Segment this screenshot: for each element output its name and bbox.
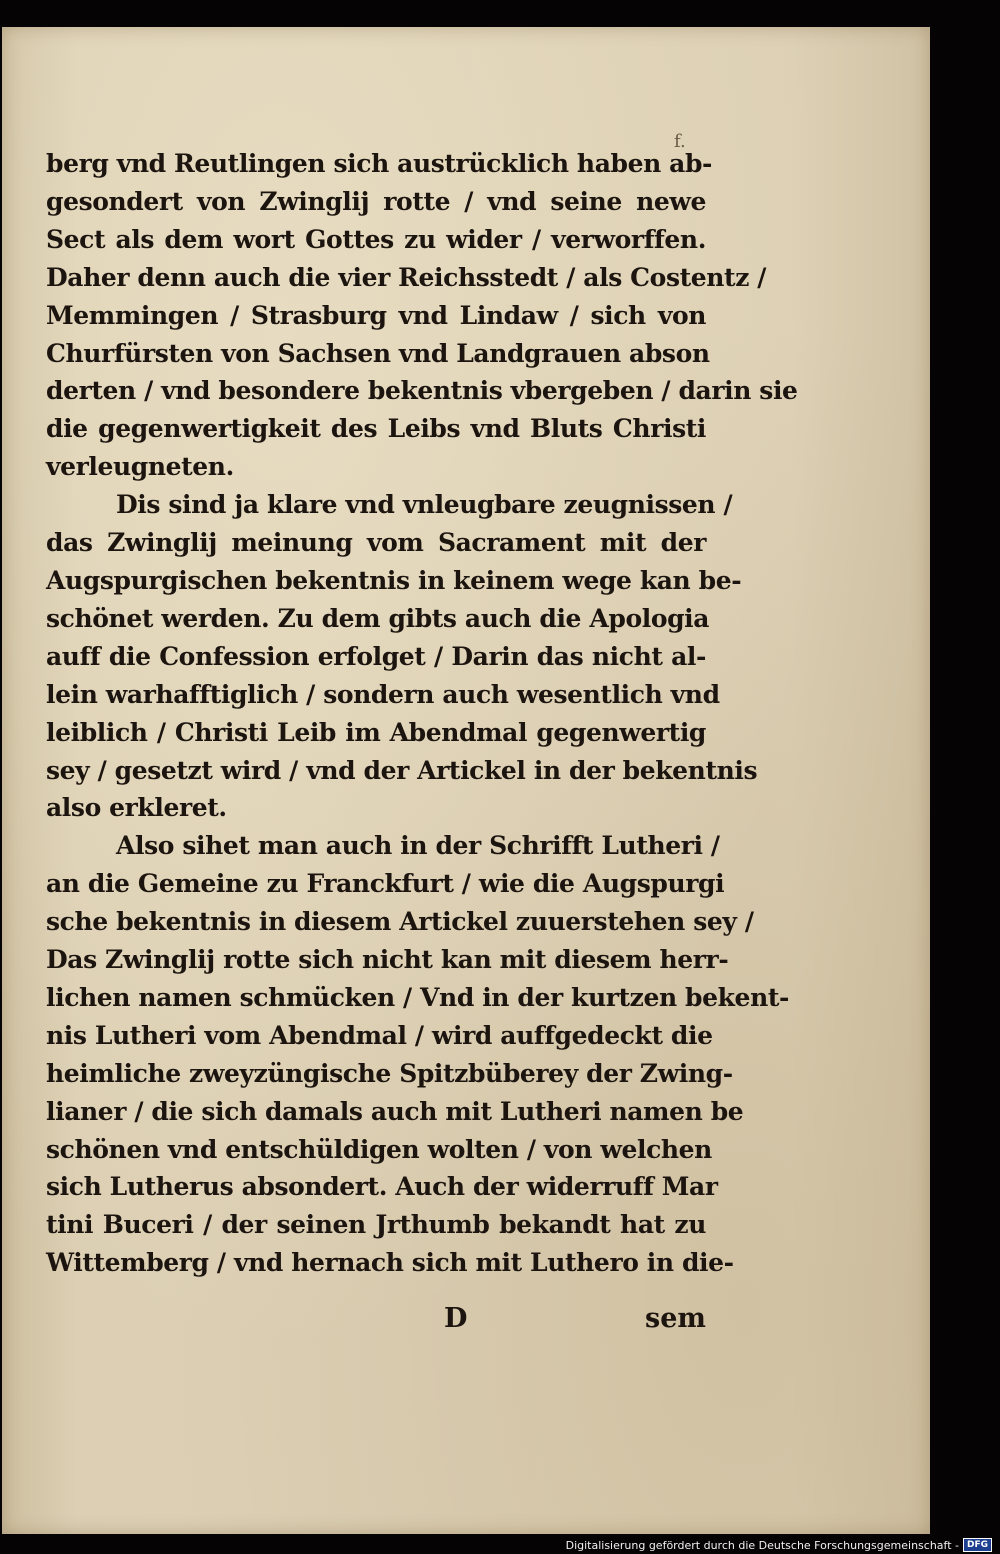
text-line: lein warhafftiglich / sondern auch wesentlich vnd [46,679,720,709]
text-line: schönet werden. Zu dem gibts auch die Apologia [46,603,710,633]
text-line: sich Lutherus absondert. Auch der widerruff Mar [46,1172,718,1202]
page-corner-mark: f. [674,131,686,152]
text-line: Das Zwinglij rotte sich nicht kan mit diesem herr- [46,945,729,975]
signature-mark: D [444,1303,468,1334]
text-line: Wittemberg / vnd hernach sich mit Luthero in die- [46,1248,734,1278]
book-page [2,27,930,1534]
text-line: schönen vnd entschüldigen wolten / von welchen [46,1134,712,1164]
text-line: Dis sind ja klare vnd vnleugbare zeugnissen / [116,490,733,520]
text-line: berg vnd Reutlingen sich austrücklich haben ab- [46,149,713,178]
text-line: Daher denn auch die vier Reichsstedt / als Costentz / [46,262,767,292]
text-line: Augspurgischen bekentnis in keinem wege kan be- [46,565,742,595]
text-line: nis Lutheri vom Abendmal / wird auffgedeckt die [46,1020,713,1050]
text-line: Churfürsten von Sachsen vnd Landgrauen abson [46,338,710,368]
text-line: lianer / die sich damals auch mit Lutheri namen be [46,1096,744,1126]
text-line: verleugneten. [46,452,234,482]
funding-credit [566,1536,992,1554]
text-line: die gegenwertigkeit des Leibs vnd Bluts Christi [46,414,706,444]
catchword: sem [645,1303,706,1334]
credit-text: Digitalisierung gefördert durch die Deutsche Forschungsgemeinschaft - [565,1538,959,1552]
text-line: heimliche zweyzüngische Spitzbüberey der Zwing- [46,1058,733,1088]
text-line: sche bekentnis in diesem Artickel zuuerstehen sey / [46,907,754,937]
dfg-logo-icon: DFG [963,1538,992,1552]
text-line: lichen namen schmücken / Vnd in der kurtzen bekent- [46,982,789,1012]
text-line: sey / gesetzt wird / vnd der Artickel in der bekentnis [46,755,758,785]
text-line: Memmingen / Strasburg vnd Lindaw / sich von [46,300,706,330]
text-line: Also sihet man auch in der Schrifft Lutheri / [116,831,720,861]
text-line: derten / vnd besondere bekentnis vbergeben / darin sie [46,376,798,406]
text-line: tini Buceri / der seinen Jrthumb bekandt hat zu [46,1210,706,1240]
text-line: gesondert von Zwinglij rotte / vnd seine newe [46,186,706,216]
text-line: an die Gemeine zu Franckfurt / wie die Augspurgi [46,869,725,899]
text-line: also erkleret. [46,793,227,823]
text-line: das Zwinglij meinung vom Sacrament mit der [46,528,706,558]
page-text [46,145,798,1282]
text-line: Sect als dem wort Gottes zu wider / verworffen. [46,224,706,254]
text-line: auff die Confession erfolget / Darin das nicht al- [46,641,706,671]
page-footer-row [46,1303,706,1343]
text-line: leiblich / Christi Leib im Abendmal gegenwertig [46,717,706,747]
